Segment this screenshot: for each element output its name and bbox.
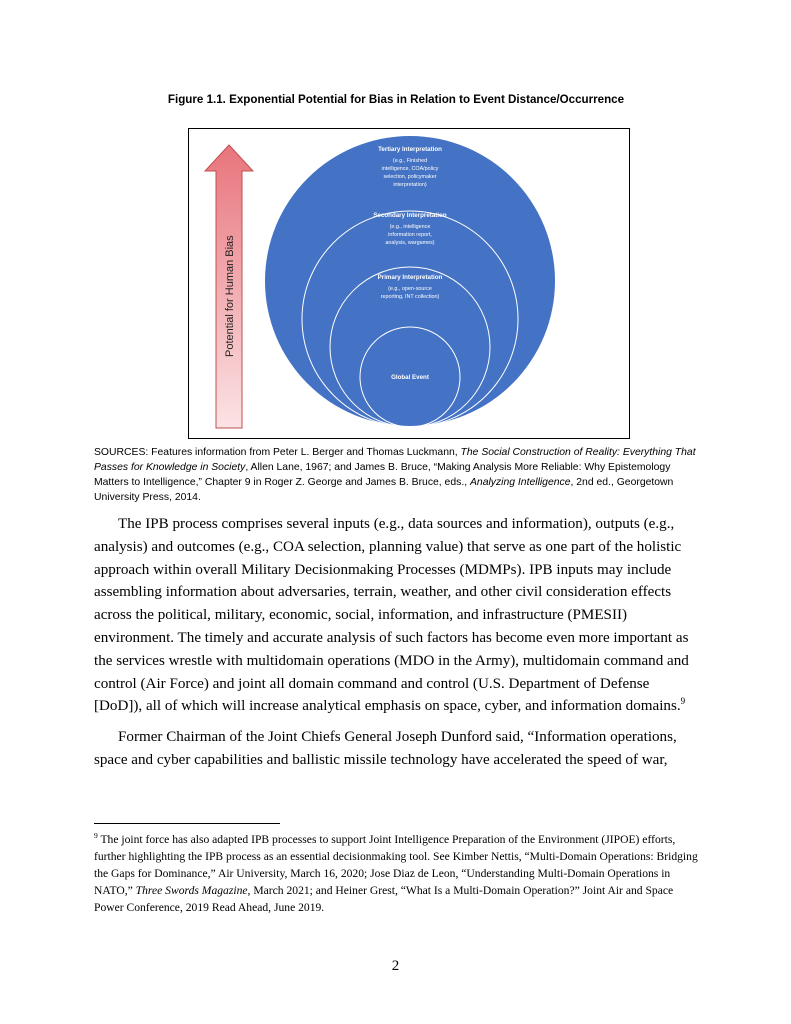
page-number: 2 xyxy=(391,958,400,974)
tertiary-detail: intelligence, COA/policy xyxy=(381,166,439,172)
footnote-publication: Three Swords Magazine xyxy=(135,884,248,897)
paragraph-text: Former Chairman of the Joint Chiefs General Joseph Dunford said, “Information operations, space and cyber capabilities and ballistic missile technology have accelerated the speed of war, xyxy=(94,729,677,768)
sources-text: , 2nd ed., Georgetown University Press, 2014. xyxy=(94,477,674,503)
tertiary-title: Tertiary Interpretation xyxy=(378,146,442,153)
sources-book-title: The Social Construction of Reality: Everything That Passes for Knowledge in Society xyxy=(94,447,696,473)
bias-diagram xyxy=(188,128,630,439)
global-event-title: Global Event xyxy=(391,374,429,381)
paragraph-text: The IPB process comprises several inputs (e.g., data sources and information), outputs (e.g., analysis) and outcomes (e.g., COA selection, planning value) that serve as one part of the holistic approach within overall Military Decisionmaking Processes (MDMPs). IPB inputs may include assembling information about adversaries, terrain, weather, and other civil consideration effects across the political, military, economic, social, information, and infrastructure (PMESII) environment. The timely and accurate analysis of such factors has become even more important as the services wrestle with multidomain operations (MDO in the Army), multidomain command and control (Air Force) and joint all domain command and control (U.S. Department of Defense [DoD]), all of which will increase analytical emphasis on space, cyber, and information domains. xyxy=(94,516,689,715)
footnote-text: The joint force has also adapted IPB processes to support Joint Intelligence Preparation of the Environment (JIPOE) efforts, further highlighting the IPB process as an essential decisionmaking tool. See Kimber Nettis, “Multi-Domain Operations: Bridging the Gaps for Dominance,” Air University, March 16, 2020; Jose Diaz de Leon, “Understanding Multi-Domain Operations in NATO,” xyxy=(94,833,698,897)
body-paragraph xyxy=(94,726,700,772)
secondary-detail: analysis, wargames) xyxy=(385,240,435,246)
primary-detail: (e.g., open-source xyxy=(388,286,432,292)
tertiary-detail: interpretation) xyxy=(393,182,427,188)
tertiary-detail: selection, policymaker xyxy=(383,174,437,180)
secondary-detail: information report, xyxy=(388,232,432,238)
body-paragraph xyxy=(94,513,700,718)
footnote-divider xyxy=(94,823,280,824)
figure-sources xyxy=(94,445,704,505)
footnote-text: , March 2021; and Heiner Grest, “What Is a Multi-Domain Operation?” Joint Air and Space Power Conference, 2019 Read Ahead, June 2019. xyxy=(94,884,674,914)
primary-detail: reporting, INT collection) xyxy=(380,294,440,300)
figure-caption: Figure 1.1. Exponential Potential for Bias in Relation to Event Distance/Occurrence xyxy=(167,93,625,106)
primary-title: Primary Interpretation xyxy=(377,274,443,281)
footnote xyxy=(94,831,704,916)
secondary-detail: (e.g., intelligence xyxy=(389,224,431,230)
footnote-reference[interactable]: 9 xyxy=(680,696,686,707)
tertiary-detail: (e.g., Finished xyxy=(392,158,428,164)
arrow-label: Potential for Human Bias xyxy=(224,235,236,357)
secondary-title: Secondary Interpretation xyxy=(373,212,447,219)
sources-text: , Allen Lane, 1967; and James B. Bruce, “Making Analysis More Reliable: Why Epistemology Matters to Intelligence,” Chapter 9 in Roger Z. George and James B. Bruce, eds., xyxy=(94,462,671,488)
sources-book-title: Analyzing Intelligence xyxy=(469,477,571,488)
footnote-marker: 9 xyxy=(94,831,98,841)
sources-text: SOURCES: Features information from Peter L. Berger and Thomas Luckmann, xyxy=(94,447,461,458)
